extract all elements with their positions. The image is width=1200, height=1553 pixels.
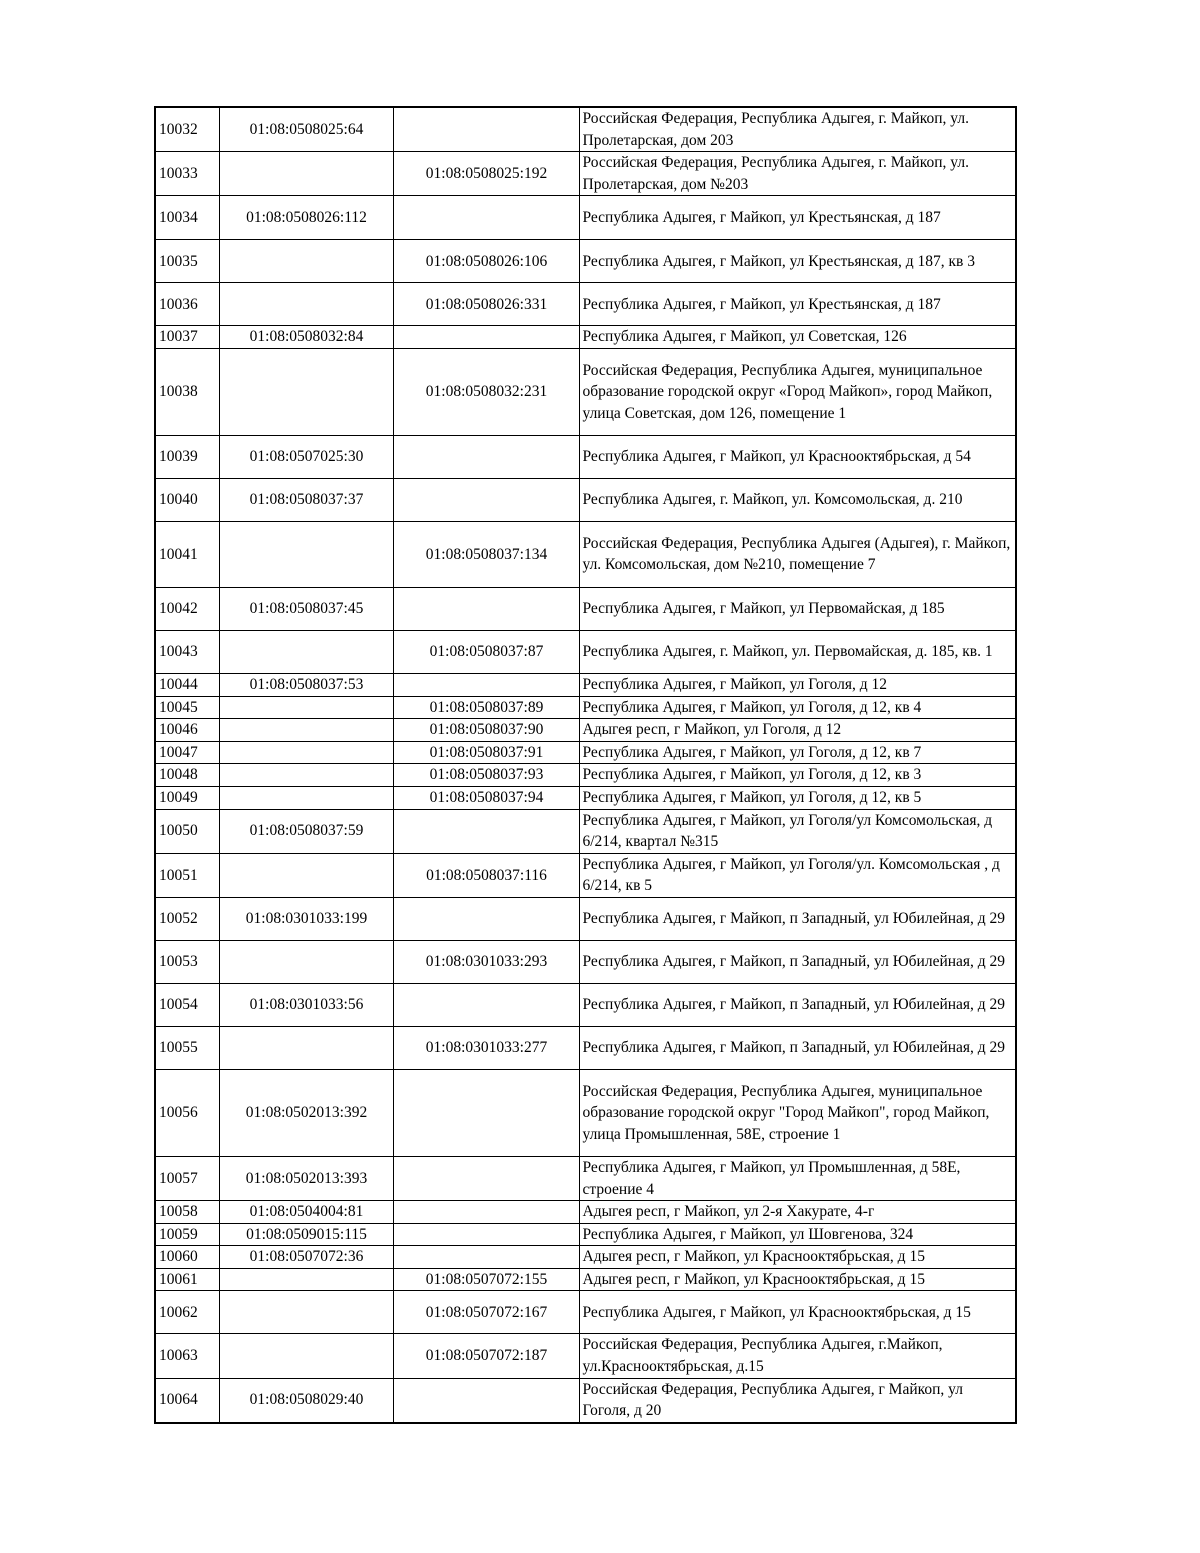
table-row — [155, 107, 1016, 152]
table-row — [155, 1069, 1016, 1156]
object-cadastral-number-cell: 01:08:0508025:192 — [393, 152, 579, 196]
table-row — [155, 673, 1016, 696]
address-cell: Республика Адыгея, г Майкоп, ул Гоголя, д 12 — [579, 673, 1016, 696]
object-cadastral-number-cell — [393, 587, 579, 630]
land-cadastral-number-cell: 01:08:0504004:81 — [219, 1201, 393, 1224]
table-row — [155, 196, 1016, 240]
land-cadastral-number-cell: 01:08:0509015:115 — [219, 1223, 393, 1246]
table-row — [155, 741, 1016, 764]
object-cadastral-number-cell: 01:08:0508037:134 — [393, 521, 579, 587]
object-cadastral-number-cell: 01:08:0508026:106 — [393, 240, 579, 283]
land-cadastral-number-cell: 01:08:0502013:392 — [219, 1069, 393, 1156]
row-number-cell: 10040 — [155, 478, 219, 521]
row-number-cell: 10044 — [155, 673, 219, 696]
property-registry-table — [154, 106, 1017, 1424]
table-row — [155, 348, 1016, 435]
object-cadastral-number-cell — [393, 1201, 579, 1224]
row-number-cell: 10033 — [155, 152, 219, 196]
object-cadastral-number-cell — [393, 435, 579, 478]
object-cadastral-number-cell: 01:08:0508032:231 — [393, 348, 579, 435]
land-cadastral-number-cell: 01:08:0502013:393 — [219, 1156, 393, 1200]
table-row — [155, 630, 1016, 673]
land-cadastral-number-cell — [219, 741, 393, 764]
object-cadastral-number-cell — [393, 1246, 579, 1269]
table-row — [155, 897, 1016, 940]
address-cell: Российская Федерация, Республика Адыгея, г Майкоп, ул Гоголя, д 20 — [579, 1378, 1016, 1423]
object-cadastral-number-cell — [393, 196, 579, 240]
row-number-cell: 10060 — [155, 1246, 219, 1269]
table-row — [155, 719, 1016, 742]
land-cadastral-number-cell — [219, 240, 393, 283]
table-row — [155, 940, 1016, 983]
land-cadastral-number-cell: 01:08:0508032:84 — [219, 326, 393, 349]
object-cadastral-number-cell — [393, 673, 579, 696]
table-row — [155, 240, 1016, 283]
row-number-cell: 10063 — [155, 1334, 219, 1378]
object-cadastral-number-cell: 01:08:0507072:155 — [393, 1268, 579, 1291]
row-number-cell: 10059 — [155, 1223, 219, 1246]
land-cadastral-number-cell: 01:08:0508037:45 — [219, 587, 393, 630]
address-cell: Адыгея респ, г Майкоп, ул Гоголя, д 12 — [579, 719, 1016, 742]
object-cadastral-number-cell: 01:08:0507072:167 — [393, 1291, 579, 1334]
address-cell: Республика Адыгея, г Майкоп, ул Шовгенова, 324 — [579, 1223, 1016, 1246]
address-cell: Российская Федерация, Республика Адыгея, г. Майкоп, ул. Пролетарская, дом 203 — [579, 107, 1016, 152]
table-row — [155, 786, 1016, 809]
row-number-cell: 10053 — [155, 940, 219, 983]
address-cell: Республика Адыгея, г Майкоп, ул Краснооктябрьская, д 15 — [579, 1291, 1016, 1334]
object-cadastral-number-cell: 01:08:0301033:277 — [393, 1026, 579, 1069]
land-cadastral-number-cell — [219, 1291, 393, 1334]
object-cadastral-number-cell — [393, 809, 579, 853]
table-row — [155, 1156, 1016, 1200]
object-cadastral-number-cell — [393, 478, 579, 521]
object-cadastral-number-cell: 01:08:0508037:90 — [393, 719, 579, 742]
table-row — [155, 1378, 1016, 1423]
object-cadastral-number-cell — [393, 897, 579, 940]
land-cadastral-number-cell: 01:08:0507025:30 — [219, 435, 393, 478]
land-cadastral-number-cell — [219, 1334, 393, 1378]
row-number-cell: 10042 — [155, 587, 219, 630]
row-number-cell: 10045 — [155, 696, 219, 719]
land-cadastral-number-cell — [219, 853, 393, 897]
address-cell: Республика Адыгея, г Майкоп, ул Советская, 126 — [579, 326, 1016, 349]
row-number-cell: 10054 — [155, 983, 219, 1026]
land-cadastral-number-cell — [219, 1026, 393, 1069]
address-cell: Республика Адыгея, г Майкоп, п Западный, ул Юбилейная, д 29 — [579, 1026, 1016, 1069]
address-cell: Республика Адыгея, г Майкоп, ул Крестьянская, д 187 — [579, 196, 1016, 240]
address-cell: Адыгея респ, г Майкоп, ул Краснооктябрьская, д 15 — [579, 1246, 1016, 1269]
address-cell: Российская Федерация, Республика Адыгея, муниципальное образование городской округ «Город Майкоп», город Майкоп, улица Советская, дом 126, помещение 1 — [579, 348, 1016, 435]
registry-table-body — [155, 107, 1016, 1423]
table-row — [155, 1334, 1016, 1378]
object-cadastral-number-cell: 01:08:0508037:87 — [393, 630, 579, 673]
address-cell: Республика Адыгея, г. Майкоп, ул. Комсомольская, д. 210 — [579, 478, 1016, 521]
land-cadastral-number-cell — [219, 719, 393, 742]
land-cadastral-number-cell: 01:08:0508026:112 — [219, 196, 393, 240]
row-number-cell: 10056 — [155, 1069, 219, 1156]
address-cell: Адыгея респ, г Майкоп, ул Краснооктябрьская, д 15 — [579, 1268, 1016, 1291]
address-cell: Российская Федерация, Республика Адыгея, муниципальное образование городской округ "Город Майкоп", город Майкоп, улица Промышленная, 58Е, строение 1 — [579, 1069, 1016, 1156]
row-number-cell: 10034 — [155, 196, 219, 240]
row-number-cell: 10039 — [155, 435, 219, 478]
land-cadastral-number-cell — [219, 764, 393, 787]
row-number-cell: 10061 — [155, 1268, 219, 1291]
address-cell: Республика Адыгея, г Майкоп, ул Первомайская, д 185 — [579, 587, 1016, 630]
address-cell: Республика Адыгея, г Майкоп, ул Крестьянская, д 187 — [579, 283, 1016, 326]
table-row — [155, 521, 1016, 587]
row-number-cell: 10055 — [155, 1026, 219, 1069]
object-cadastral-number-cell — [393, 1378, 579, 1423]
address-cell: Республика Адыгея, г. Майкоп, ул. Первомайская, д. 185, кв. 1 — [579, 630, 1016, 673]
table-row — [155, 1291, 1016, 1334]
address-cell: Республика Адыгея, г Майкоп, ул Гоголя, д 12, кв 7 — [579, 741, 1016, 764]
land-cadastral-number-cell: 01:08:0508029:40 — [219, 1378, 393, 1423]
land-cadastral-number-cell — [219, 348, 393, 435]
address-cell: Российская Федерация, Республика Адыгея, г. Майкоп, ул. Пролетарская, дом №203 — [579, 152, 1016, 196]
table-row — [155, 764, 1016, 787]
address-cell: Российская Федерация, Республика Адыгея (Адыгея), г. Майкоп, ул. Комсомольская, дом №210, помещение 7 — [579, 521, 1016, 587]
row-number-cell: 10049 — [155, 786, 219, 809]
table-row — [155, 1268, 1016, 1291]
land-cadastral-number-cell: 01:08:0508037:37 — [219, 478, 393, 521]
object-cadastral-number-cell: 01:08:0508037:89 — [393, 696, 579, 719]
row-number-cell: 10050 — [155, 809, 219, 853]
row-number-cell: 10038 — [155, 348, 219, 435]
address-cell: Республика Адыгея, г Майкоп, ул Гоголя, д 12, кв 4 — [579, 696, 1016, 719]
row-number-cell: 10052 — [155, 897, 219, 940]
table-row — [155, 1223, 1016, 1246]
row-number-cell: 10046 — [155, 719, 219, 742]
land-cadastral-number-cell — [219, 696, 393, 719]
row-number-cell: 10062 — [155, 1291, 219, 1334]
land-cadastral-number-cell — [219, 940, 393, 983]
land-cadastral-number-cell — [219, 786, 393, 809]
land-cadastral-number-cell: 01:08:0508037:59 — [219, 809, 393, 853]
table-row — [155, 326, 1016, 349]
table-row — [155, 1246, 1016, 1269]
table-row — [155, 853, 1016, 897]
address-cell: Адыгея респ, г Майкоп, ул 2-я Хакурате, 4-г — [579, 1201, 1016, 1224]
address-cell: Республика Адыгея, г Майкоп, п Западный, ул Юбилейная, д 29 — [579, 897, 1016, 940]
table-row — [155, 587, 1016, 630]
object-cadastral-number-cell: 01:08:0301033:293 — [393, 940, 579, 983]
row-number-cell: 10057 — [155, 1156, 219, 1200]
land-cadastral-number-cell — [219, 283, 393, 326]
row-number-cell: 10041 — [155, 521, 219, 587]
object-cadastral-number-cell: 01:08:0508037:93 — [393, 764, 579, 787]
table-row — [155, 152, 1016, 196]
object-cadastral-number-cell — [393, 1069, 579, 1156]
row-number-cell: 10036 — [155, 283, 219, 326]
address-cell: Республика Адыгея, г Майкоп, п Западный, ул Юбилейная, д 29 — [579, 983, 1016, 1026]
address-cell: Российская Федерация, Республика Адыгея, г.Майкоп, ул.Краснооктябрьская, д.15 — [579, 1334, 1016, 1378]
address-cell: Республика Адыгея, г Майкоп, ул Гоголя/ул Комсомольская, д 6/214, квартал №315 — [579, 809, 1016, 853]
land-cadastral-number-cell — [219, 152, 393, 196]
row-number-cell: 10032 — [155, 107, 219, 152]
address-cell: Республика Адыгея, г Майкоп, ул Гоголя/ул. Комсомольская , д 6/214, кв 5 — [579, 853, 1016, 897]
address-cell: Республика Адыгея, г Майкоп, ул Гоголя, д 12, кв 5 — [579, 786, 1016, 809]
object-cadastral-number-cell: 01:08:0508037:94 — [393, 786, 579, 809]
table-row — [155, 696, 1016, 719]
land-cadastral-number-cell: 01:08:0508037:53 — [219, 673, 393, 696]
object-cadastral-number-cell: 01:08:0507072:187 — [393, 1334, 579, 1378]
table-row — [155, 1201, 1016, 1224]
object-cadastral-number-cell — [393, 983, 579, 1026]
object-cadastral-number-cell: 01:08:0508026:331 — [393, 283, 579, 326]
address-cell: Республика Адыгея, г Майкоп, ул Промышленная, д 58Е, строение 4 — [579, 1156, 1016, 1200]
address-cell: Республика Адыгея, г Майкоп, ул Крестьянская, д 187, кв 3 — [579, 240, 1016, 283]
row-number-cell: 10047 — [155, 741, 219, 764]
row-number-cell: 10064 — [155, 1378, 219, 1423]
object-cadastral-number-cell — [393, 107, 579, 152]
address-cell: Республика Адыгея, г Майкоп, ул Гоголя, д 12, кв 3 — [579, 764, 1016, 787]
land-cadastral-number-cell: 01:08:0301033:56 — [219, 983, 393, 1026]
land-cadastral-number-cell: 01:08:0508025:64 — [219, 107, 393, 152]
object-cadastral-number-cell — [393, 326, 579, 349]
row-number-cell: 10051 — [155, 853, 219, 897]
address-cell: Республика Адыгея, г Майкоп, ул Краснооктябрьская, д 54 — [579, 435, 1016, 478]
row-number-cell: 10035 — [155, 240, 219, 283]
land-cadastral-number-cell — [219, 521, 393, 587]
table-row — [155, 283, 1016, 326]
object-cadastral-number-cell: 01:08:0508037:116 — [393, 853, 579, 897]
row-number-cell: 10048 — [155, 764, 219, 787]
land-cadastral-number-cell: 01:08:0507072:36 — [219, 1246, 393, 1269]
land-cadastral-number-cell — [219, 630, 393, 673]
land-cadastral-number-cell — [219, 1268, 393, 1291]
table-row — [155, 435, 1016, 478]
object-cadastral-number-cell — [393, 1156, 579, 1200]
table-row — [155, 478, 1016, 521]
row-number-cell: 10058 — [155, 1201, 219, 1224]
object-cadastral-number-cell — [393, 1223, 579, 1246]
row-number-cell: 10043 — [155, 630, 219, 673]
table-row — [155, 1026, 1016, 1069]
object-cadastral-number-cell: 01:08:0508037:91 — [393, 741, 579, 764]
table-row — [155, 809, 1016, 853]
address-cell: Республика Адыгея, г Майкоп, п Западный, ул Юбилейная, д 29 — [579, 940, 1016, 983]
row-number-cell: 10037 — [155, 326, 219, 349]
land-cadastral-number-cell: 01:08:0301033:199 — [219, 897, 393, 940]
table-row — [155, 983, 1016, 1026]
